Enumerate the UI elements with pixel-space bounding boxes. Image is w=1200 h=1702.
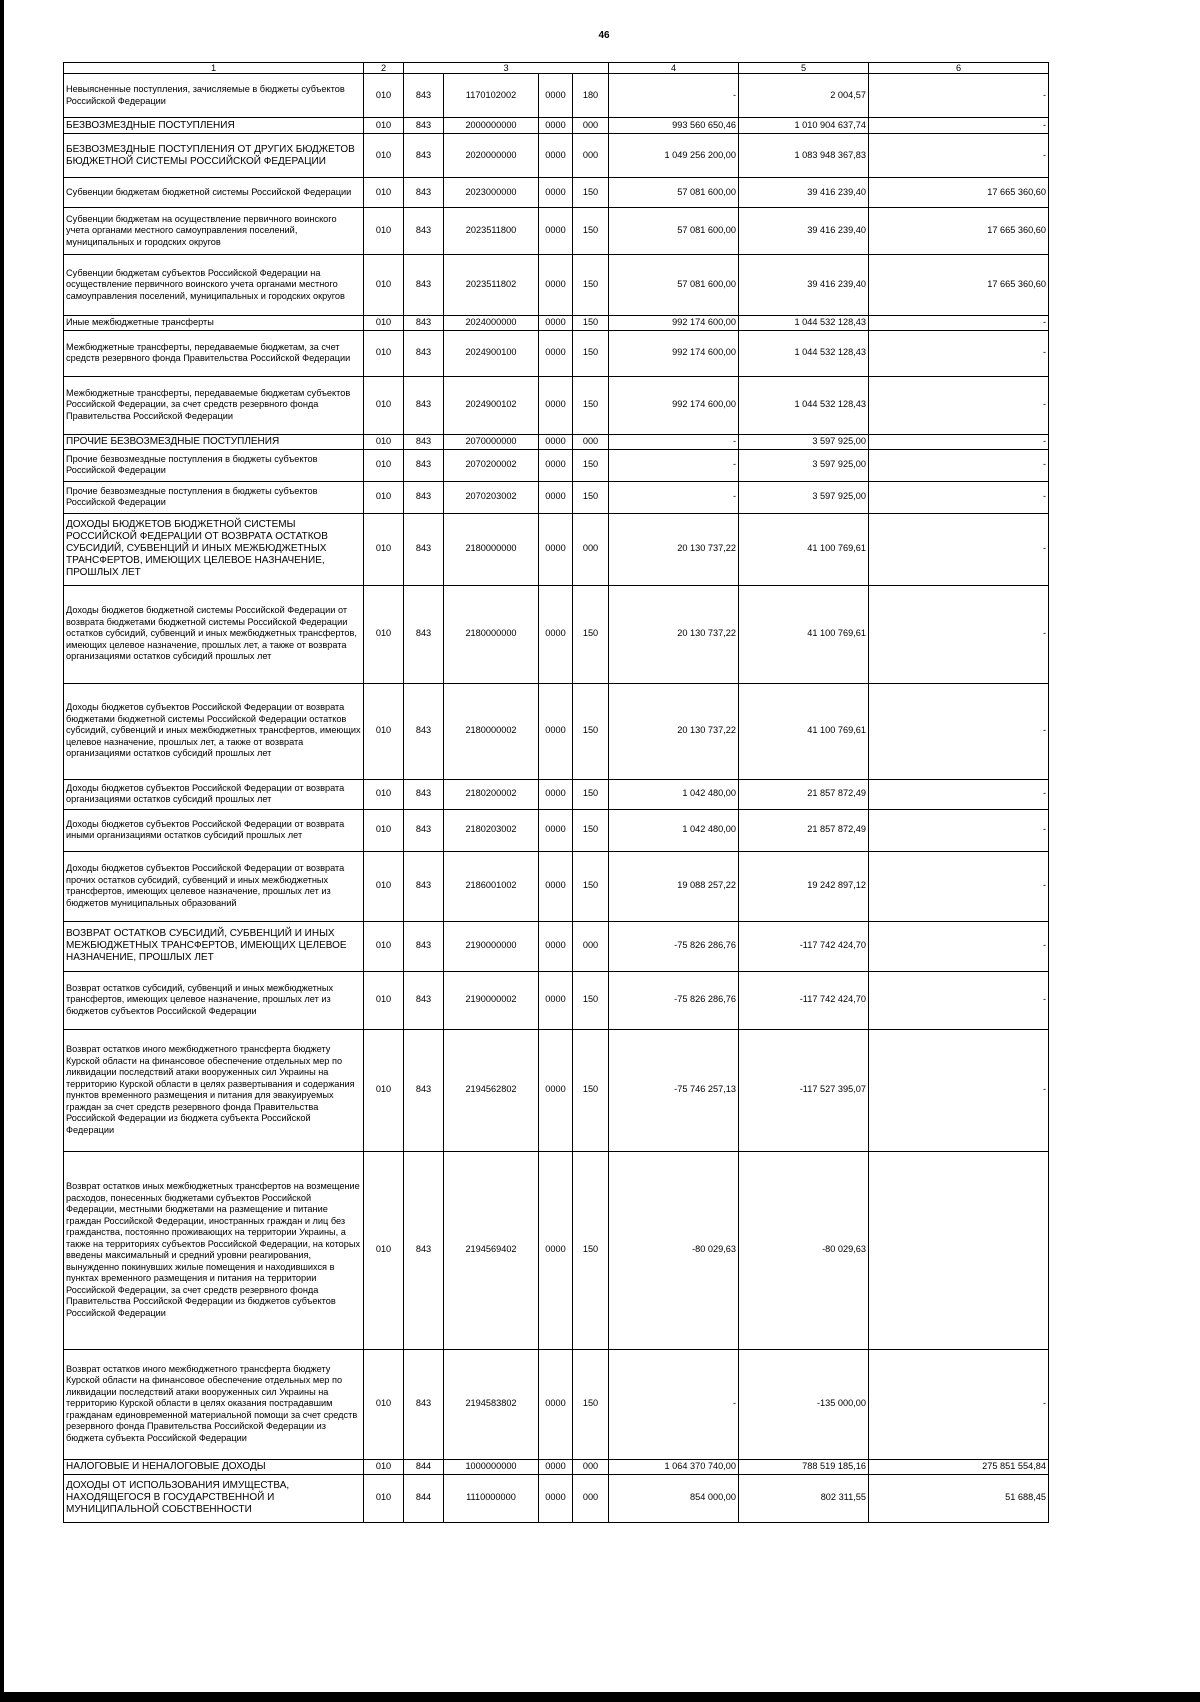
kind-code: 000 <box>573 1459 609 1474</box>
revenue-code: 2194583802 <box>444 1349 539 1459</box>
admin-code: 843 <box>404 809 444 851</box>
kind-code: 150 <box>573 1029 609 1151</box>
admin-code: 843 <box>404 208 444 255</box>
value-col6: - <box>869 118 1049 134</box>
subtype-code: 0000 <box>539 683 573 779</box>
page-number: 46 <box>598 30 610 41</box>
value-col6: - <box>869 481 1049 513</box>
table-row <box>64 851 1049 921</box>
value-col4: - <box>609 481 739 513</box>
line-code: 010 <box>364 118 404 134</box>
subtype-code: 0000 <box>539 513 573 585</box>
admin-code: 843 <box>404 1151 444 1349</box>
line-code: 010 <box>364 134 404 178</box>
revenue-table <box>63 62 1049 1523</box>
kind-code: 150 <box>573 779 609 809</box>
admin-code: 843 <box>404 134 444 178</box>
admin-code: 843 <box>404 330 444 376</box>
admin-code: 843 <box>404 851 444 921</box>
value-col5: -117 742 424,70 <box>739 921 869 971</box>
admin-code: 843 <box>404 585 444 683</box>
table-row <box>64 481 1049 513</box>
admin-code: 843 <box>404 513 444 585</box>
table-row <box>64 971 1049 1029</box>
table-row <box>64 208 1049 255</box>
subtype-code: 0000 <box>539 1474 573 1522</box>
line-code: 010 <box>364 683 404 779</box>
value-col4: 992 174 600,00 <box>609 316 739 331</box>
table-row <box>64 585 1049 683</box>
table-row <box>64 1151 1049 1349</box>
value-col4: -75 826 286,76 <box>609 921 739 971</box>
value-col4: 57 081 600,00 <box>609 208 739 255</box>
revenue-code: 2190000000 <box>444 921 539 971</box>
revenue-code: 2000000000 <box>444 118 539 134</box>
value-col5: 21 857 872,49 <box>739 779 869 809</box>
value-col6: - <box>869 1349 1049 1459</box>
value-col6: - <box>869 779 1049 809</box>
row-name: Субвенции бюджетам на осуществление первичного воинского учета органами местного самоуправления поселений, муниципальных и городских округов <box>64 208 364 255</box>
line-code: 010 <box>364 330 404 376</box>
subtype-code: 0000 <box>539 779 573 809</box>
value-col6: - <box>869 513 1049 585</box>
line-code: 010 <box>364 971 404 1029</box>
table-row <box>64 1349 1049 1459</box>
line-code: 010 <box>364 208 404 255</box>
value-col5: 3 597 925,00 <box>739 481 869 513</box>
table-row <box>64 376 1049 434</box>
value-col4: - <box>609 1349 739 1459</box>
revenue-code: 2070203002 <box>444 481 539 513</box>
kind-code: 150 <box>573 1349 609 1459</box>
value-col5: 39 416 239,40 <box>739 255 869 316</box>
line-code: 010 <box>364 178 404 208</box>
table-row <box>64 1029 1049 1151</box>
value-col6: 17 665 360,60 <box>869 208 1049 255</box>
row-name: Межбюджетные трансферты, передаваемые бюджетам субъектов Российской Федерации, за счет средств резервного фонда Правительства Российской Федерации <box>64 376 364 434</box>
value-col5: 39 416 239,40 <box>739 208 869 255</box>
value-col4: -80 029,63 <box>609 1151 739 1349</box>
line-code: 010 <box>364 921 404 971</box>
kind-code: 150 <box>573 330 609 376</box>
value-col5: 1 044 532 128,43 <box>739 330 869 376</box>
subtype-code: 0000 <box>539 1151 573 1349</box>
row-name: Возврат остатков иного межбюджетного трансферта бюджету Курской области на финансовое обеспечение отдельных мер по ликвидации последствий атаки вооруженных сил Украины на территорию Курской области в целях развертывания и содержания пунктов временного размещения и питания для эвакуируемых граждан за счет средств резервного фонда Правительства Российской Федерации из бюджета субъекта Российской Федерации <box>64 1029 364 1151</box>
kind-code: 150 <box>573 971 609 1029</box>
kind-code: 150 <box>573 851 609 921</box>
admin-code: 843 <box>404 118 444 134</box>
value-col4: 992 174 600,00 <box>609 376 739 434</box>
value-col6: - <box>869 921 1049 971</box>
admin-code: 843 <box>404 255 444 316</box>
kind-code: 000 <box>573 1474 609 1522</box>
value-col5: 1 010 904 637,74 <box>739 118 869 134</box>
value-col5: 2 004,57 <box>739 74 869 118</box>
value-col6: 17 665 360,60 <box>869 255 1049 316</box>
table-body <box>64 74 1049 1523</box>
kind-code: 000 <box>573 118 609 134</box>
row-name: Доходы бюджетов субъектов Российской Федерации от возврата иными организациями остатков субсидий прошлых лет <box>64 809 364 851</box>
scan-edge-left <box>0 0 4 1702</box>
row-name: Субвенции бюджетам субъектов Российской Федерации на осуществление первичного воинского учета органами местного самоуправления поселений, муниципальных и городских округов <box>64 255 364 316</box>
value-col4: -75 826 286,76 <box>609 971 739 1029</box>
line-code: 010 <box>364 255 404 316</box>
value-col5: 788 519 185,16 <box>739 1459 869 1474</box>
row-name: Доходы бюджетов субъектов Российской Федерации от возврата бюджетами бюджетной системы Российской Федерации остатков субсидий, субвенций и иных межбюджетных трансфертов, имеющих целевое назначение, прошлых лет, а также от возврата организациями остатков субсидий прошлых лет <box>64 683 364 779</box>
column-header: 4 <box>609 63 739 74</box>
value-col5: -117 742 424,70 <box>739 971 869 1029</box>
row-name: Доходы бюджетов субъектов Российской Федерации от возврата прочих остатков субсидий, субвенций и иных межбюджетных трансфертов, имеющих целевое назначение, прошлых лет из бюджетов муниципальных образований <box>64 851 364 921</box>
value-col6: - <box>869 434 1049 449</box>
revenue-code: 2190000002 <box>444 971 539 1029</box>
revenue-code: 2023511802 <box>444 255 539 316</box>
admin-code: 843 <box>404 434 444 449</box>
subtype-code: 0000 <box>539 851 573 921</box>
row-name: Доходы бюджетов бюджетной системы Российской Федерации от возврата бюджетами бюджетной системы Российской Федерации остатков субсидий, субвенций и иных межбюджетных трансфертов, имеющих целевое назначение, прошлых лет, а также от возврата организациями остатков субсидий прошлых лет <box>64 585 364 683</box>
value-col5: 19 242 897,12 <box>739 851 869 921</box>
line-code: 010 <box>364 316 404 331</box>
value-col5: 1 044 532 128,43 <box>739 376 869 434</box>
value-col5: -135 000,00 <box>739 1349 869 1459</box>
line-code: 010 <box>364 376 404 434</box>
line-code: 010 <box>364 1459 404 1474</box>
value-col6: - <box>869 809 1049 851</box>
row-name: ДОХОДЫ БЮДЖЕТОВ БЮДЖЕТНОЙ СИСТЕМЫ РОССИЙСКОЙ ФЕДЕРАЦИИ ОТ ВОЗВРАТА ОСТАТКОВ СУБСИДИЙ, СУБВЕНЦИЙ И ИНЫХ МЕЖБЮДЖЕТНЫХ ТРАНСФЕРТОВ, ИМЕЮЩИХ ЦЕЛЕВОЕ НАЗНАЧЕНИЕ, ПРОШЛЫХ ЛЕТ <box>64 513 364 585</box>
subtype-code: 0000 <box>539 74 573 118</box>
value-col4: 1 064 370 740,00 <box>609 1459 739 1474</box>
revenue-code: 2070200002 <box>444 449 539 481</box>
subtype-code: 0000 <box>539 585 573 683</box>
revenue-code: 1000000000 <box>444 1459 539 1474</box>
table-row <box>64 255 1049 316</box>
value-col5: 41 100 769,61 <box>739 585 869 683</box>
subtype-code: 0000 <box>539 971 573 1029</box>
subtype-code: 0000 <box>539 134 573 178</box>
subtype-code: 0000 <box>539 376 573 434</box>
line-code: 010 <box>364 1474 404 1522</box>
subtype-code: 0000 <box>539 118 573 134</box>
value-col4: - <box>609 449 739 481</box>
line-code: 010 <box>364 449 404 481</box>
revenue-code: 2023000000 <box>444 178 539 208</box>
row-name: БЕЗВОЗМЕЗДНЫЕ ПОСТУПЛЕНИЯ <box>64 118 364 134</box>
line-code: 010 <box>364 809 404 851</box>
revenue-code: 2020000000 <box>444 134 539 178</box>
row-name: Прочие безвозмездные поступления в бюджеты субъектов Российской Федерации <box>64 449 364 481</box>
kind-code: 150 <box>573 376 609 434</box>
admin-code: 843 <box>404 74 444 118</box>
line-code: 010 <box>364 1349 404 1459</box>
kind-code: 150 <box>573 809 609 851</box>
revenue-code: 1110000000 <box>444 1474 539 1522</box>
row-name: Иные межбюджетные трансферты <box>64 316 364 331</box>
value-col5: 41 100 769,61 <box>739 683 869 779</box>
revenue-code: 2186001002 <box>444 851 539 921</box>
subtype-code: 0000 <box>539 330 573 376</box>
table-row <box>64 1459 1049 1474</box>
revenue-code: 2180000000 <box>444 585 539 683</box>
kind-code: 150 <box>573 208 609 255</box>
value-col4: 19 088 257,22 <box>609 851 739 921</box>
line-code: 010 <box>364 585 404 683</box>
value-col4: 1 042 480,00 <box>609 779 739 809</box>
admin-code: 843 <box>404 449 444 481</box>
revenue-code: 2180200002 <box>444 779 539 809</box>
value-col4: 993 560 650,46 <box>609 118 739 134</box>
value-col4: 20 130 737,22 <box>609 585 739 683</box>
kind-code: 000 <box>573 134 609 178</box>
admin-code: 843 <box>404 376 444 434</box>
value-col4: 20 130 737,22 <box>609 513 739 585</box>
line-code: 010 <box>364 1151 404 1349</box>
value-col4: - <box>609 434 739 449</box>
row-name: ПРОЧИЕ БЕЗВОЗМЕЗДНЫЕ ПОСТУПЛЕНИЯ <box>64 434 364 449</box>
revenue-code: 2070000000 <box>444 434 539 449</box>
value-col6: - <box>869 449 1049 481</box>
value-col6: - <box>869 316 1049 331</box>
value-col6: - <box>869 74 1049 118</box>
line-code: 010 <box>364 779 404 809</box>
kind-code: 150 <box>573 1151 609 1349</box>
scan-edge-bottom <box>0 1692 1200 1702</box>
table-row <box>64 74 1049 118</box>
value-col4: 854 000,00 <box>609 1474 739 1522</box>
kind-code: 150 <box>573 481 609 513</box>
subtype-code: 0000 <box>539 1029 573 1151</box>
kind-code: 000 <box>573 434 609 449</box>
kind-code: 000 <box>573 921 609 971</box>
kind-code: 180 <box>573 74 609 118</box>
row-name: Возврат остатков иных межбюджетных трансфертов на возмещение расходов, понесенных бюджетами субъектов Российской Федерации, местными бюджетами на размещение и питание граждан Российской Федерации, иностранных граждан и лиц без гражданства, постоянно проживающих на территории Украины, а также на территориях субъектов Российской Федерации, на которых введены максимальный и средний уровни реагирования, вынужденно покинувших жилые помещения и находившихся в пунктах временного размещения и питания на территории Российской Федерации, за счет средств резервного фонда Правительства Российской Федерации из бюджетов субъектов Российской Федерации <box>64 1151 364 1349</box>
subtype-code: 0000 <box>539 255 573 316</box>
row-name: Межбюджетные трансферты, передаваемые бюджетам, за счет средств резервного фонда Правительства Российской Федерации <box>64 330 364 376</box>
value-col4: 1 042 480,00 <box>609 809 739 851</box>
column-number-row <box>64 63 1049 74</box>
kind-code: 150 <box>573 316 609 331</box>
table-row <box>64 513 1049 585</box>
revenue-code: 2024900102 <box>444 376 539 434</box>
value-col4: 20 130 737,22 <box>609 683 739 779</box>
row-name: Прочие безвозмездные поступления в бюджеты субъектов Российской Федерации <box>64 481 364 513</box>
table-row <box>64 178 1049 208</box>
admin-code: 844 <box>404 1474 444 1522</box>
table-row <box>64 316 1049 331</box>
row-name: ДОХОДЫ ОТ ИСПОЛЬЗОВАНИЯ ИМУЩЕСТВА, НАХОДЯЩЕГОСЯ В ГОСУДАРСТВЕННОЙ И МУНИЦИПАЛЬНОЙ СОБСТВЕННОСТИ <box>64 1474 364 1522</box>
revenue-code: 2180000000 <box>444 513 539 585</box>
value-col5: 1 083 948 367,83 <box>739 134 869 178</box>
value-col6: 17 665 360,60 <box>869 178 1049 208</box>
subtype-code: 0000 <box>539 809 573 851</box>
revenue-code: 2194569402 <box>444 1151 539 1349</box>
subtype-code: 0000 <box>539 178 573 208</box>
value-col6: - <box>869 1029 1049 1151</box>
kind-code: 150 <box>573 683 609 779</box>
revenue-code: 2024000000 <box>444 316 539 331</box>
row-name: ВОЗВРАТ ОСТАТКОВ СУБСИДИЙ, СУБВЕНЦИЙ И ИНЫХ МЕЖБЮДЖЕТНЫХ ТРАНСФЕРТОВ, ИМЕЮЩИХ ЦЕЛЕВОЕ НАЗНАЧЕНИЕ, ПРОШЛЫХ ЛЕТ <box>64 921 364 971</box>
value-col5: -117 527 395,07 <box>739 1029 869 1151</box>
value-col6: - <box>869 971 1049 1029</box>
row-name: Субвенции бюджетам бюджетной системы Российской Федерации <box>64 178 364 208</box>
value-col5: 41 100 769,61 <box>739 513 869 585</box>
revenue-code: 2024900100 <box>444 330 539 376</box>
row-name: Доходы бюджетов субъектов Российской Федерации от возврата организациями остатков субсидий прошлых лет <box>64 779 364 809</box>
row-name: НАЛОГОВЫЕ И НЕНАЛОГОВЫЕ ДОХОДЫ <box>64 1459 364 1474</box>
table-row <box>64 434 1049 449</box>
line-code: 010 <box>364 434 404 449</box>
table-row <box>64 809 1049 851</box>
value-col4: 992 174 600,00 <box>609 330 739 376</box>
subtype-code: 0000 <box>539 481 573 513</box>
value-col6: - <box>869 851 1049 921</box>
admin-code: 843 <box>404 1029 444 1151</box>
value-col5: 39 416 239,40 <box>739 178 869 208</box>
subtype-code: 0000 <box>539 316 573 331</box>
revenue-code: 2180203002 <box>444 809 539 851</box>
value-col4: -75 746 257,13 <box>609 1029 739 1151</box>
subtype-code: 0000 <box>539 449 573 481</box>
value-col6: - <box>869 134 1049 178</box>
value-col4: - <box>609 74 739 118</box>
value-col6: 51 688,45 <box>869 1474 1049 1522</box>
column-header: 2 <box>364 63 404 74</box>
admin-code: 843 <box>404 481 444 513</box>
row-name: БЕЗВОЗМЕЗДНЫЕ ПОСТУПЛЕНИЯ ОТ ДРУГИХ БЮДЖЕТОВ БЮДЖЕТНОЙ СИСТЕМЫ РОССИЙСКОЙ ФЕДЕРАЦИИ <box>64 134 364 178</box>
value-col6: - <box>869 683 1049 779</box>
subtype-code: 0000 <box>539 921 573 971</box>
table-row <box>64 449 1049 481</box>
column-header: 6 <box>869 63 1049 74</box>
value-col4: 57 081 600,00 <box>609 255 739 316</box>
row-name: Возврат остатков иного межбюджетного трансферта бюджету Курской области на финансовое обеспечение отдельных мер по ликвидации последствий атаки вооруженных сил Украины на территорию Курской области в целях оказания пострадавшим гражданам единовременной материальной помощи за счет средств резервного фонда Правительства Российской Федерации из бюджета субъекта Российской Федерации <box>64 1349 364 1459</box>
kind-code: 150 <box>573 449 609 481</box>
subtype-code: 0000 <box>539 434 573 449</box>
value-col5: 21 857 872,49 <box>739 809 869 851</box>
line-code: 010 <box>364 481 404 513</box>
line-code: 010 <box>364 851 404 921</box>
subtype-code: 0000 <box>539 1459 573 1474</box>
column-header: 3 <box>404 63 609 74</box>
kind-code: 000 <box>573 513 609 585</box>
row-name: Возврат остатков субсидий, субвенций и иных межбюджетных трансфертов, имеющих целевое назначение, прошлых лет из бюджетов субъектов Российской Федерации <box>64 971 364 1029</box>
column-header: 1 <box>64 63 364 74</box>
line-code: 010 <box>364 1029 404 1151</box>
value-col4: 1 049 256 200,00 <box>609 134 739 178</box>
column-header: 5 <box>739 63 869 74</box>
row-name: Невыясненные поступления, зачисляемые в бюджеты субъектов Российской Федерации <box>64 74 364 118</box>
table-row <box>64 1474 1049 1522</box>
admin-code: 843 <box>404 683 444 779</box>
revenue-code: 2194562802 <box>444 1029 539 1151</box>
revenue-code: 2023511800 <box>444 208 539 255</box>
value-col6: - <box>869 376 1049 434</box>
kind-code: 150 <box>573 178 609 208</box>
value-col6 <box>869 1151 1049 1349</box>
value-col6: - <box>869 330 1049 376</box>
admin-code: 843 <box>404 1349 444 1459</box>
kind-code: 150 <box>573 585 609 683</box>
line-code: 010 <box>364 513 404 585</box>
table-row <box>64 921 1049 971</box>
admin-code: 843 <box>404 178 444 208</box>
value-col5: 802 311,55 <box>739 1474 869 1522</box>
admin-code: 844 <box>404 1459 444 1474</box>
value-col5: 3 597 925,00 <box>739 434 869 449</box>
revenue-code: 1170102002 <box>444 74 539 118</box>
admin-code: 843 <box>404 921 444 971</box>
value-col6: 275 851 554,84 <box>869 1459 1049 1474</box>
admin-code: 843 <box>404 779 444 809</box>
table-row <box>64 118 1049 134</box>
value-col5: -80 029,63 <box>739 1151 869 1349</box>
subtype-code: 0000 <box>539 1349 573 1459</box>
table-row <box>64 683 1049 779</box>
value-col5: 1 044 532 128,43 <box>739 316 869 331</box>
kind-code: 150 <box>573 255 609 316</box>
admin-code: 843 <box>404 971 444 1029</box>
table-row <box>64 779 1049 809</box>
table-row <box>64 134 1049 178</box>
value-col5: 3 597 925,00 <box>739 449 869 481</box>
table-row <box>64 330 1049 376</box>
subtype-code: 0000 <box>539 208 573 255</box>
admin-code: 843 <box>404 316 444 331</box>
line-code: 010 <box>364 74 404 118</box>
value-col6: - <box>869 585 1049 683</box>
revenue-code: 2180000002 <box>444 683 539 779</box>
value-col4: 57 081 600,00 <box>609 178 739 208</box>
